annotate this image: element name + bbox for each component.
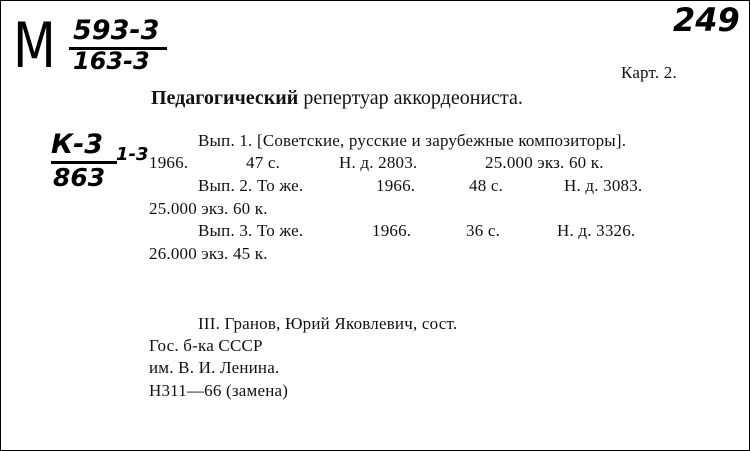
issue-1-pages: 47 с. xyxy=(246,153,281,172)
issue-2-label: Вып. 2. То же. xyxy=(198,176,304,195)
issue-3-number: Н. д. 3326. xyxy=(557,221,636,240)
issue-1-year: 1966. xyxy=(149,153,189,172)
library-name-2: им. В. И. Ленина. xyxy=(149,358,280,377)
issue-1-line: Вып. 1. [Советские, русские и зарубежные композиторы]. xyxy=(198,131,627,150)
card-number: Карт. 2. xyxy=(621,63,677,82)
title-rest: репертуар аккордеониста. xyxy=(298,87,523,109)
issue-1-number: Н. д. 2803. xyxy=(339,153,418,172)
handwritten-letter: М xyxy=(13,9,56,82)
issue-1-print-run: 25.000 экз. 60 к. xyxy=(485,153,604,172)
card-title xyxy=(151,87,523,110)
issue-3-year: 1966. xyxy=(372,221,412,240)
issue-2-year: 1966. xyxy=(376,176,416,195)
issue-2-print-run: 25.000 экз. 60 к. xyxy=(149,199,268,218)
handwritten-page-number: 249 xyxy=(673,1,740,39)
issue-3-label: Вып. 3. То же. xyxy=(198,221,304,240)
handwritten-call-bottom: 863 xyxy=(53,163,106,192)
title-bold: Педагогический xyxy=(151,87,299,109)
issue-2-number: Н. д. 3083. xyxy=(564,176,643,195)
issue-3-print-run: 26.000 экз. 45 к. xyxy=(149,244,268,263)
card-code: Н311—66 (замена) xyxy=(149,381,289,400)
handwritten-call-suffix: 1-3 xyxy=(116,144,149,165)
compiler-entry: III. Гранов, Юрий Яковлевич, сост. xyxy=(198,314,458,333)
issue-3-pages: 36 с. xyxy=(466,221,501,240)
issue-2-pages: 48 с. xyxy=(469,176,504,195)
handwritten-shelf-top: 593-3 xyxy=(73,15,160,46)
handwritten-shelf-bottom: 163-3 xyxy=(73,47,150,75)
library-name: Гос. б-ка СССР xyxy=(149,336,263,355)
handwritten-call-top: К-3 xyxy=(51,129,104,160)
